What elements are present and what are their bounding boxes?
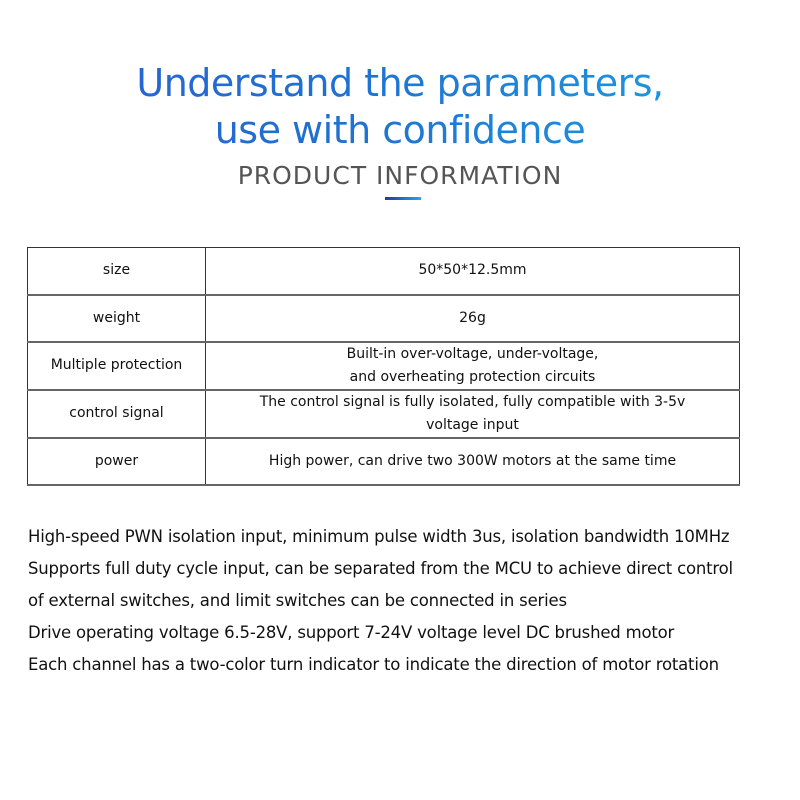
title-line-1: Understand the parameters, bbox=[0, 60, 800, 106]
spec-value-line: High power, can drive two 300W motors at the same time bbox=[268, 452, 677, 469]
spec-value-line: and overheating protection circuits bbox=[349, 368, 596, 385]
spec-label: Multiple protection bbox=[28, 342, 206, 390]
spec-label: control signal bbox=[28, 390, 206, 438]
spec-value-line: Built-in over-voltage, under-voltage, bbox=[346, 345, 599, 362]
spec-row-weight bbox=[28, 295, 740, 342]
feature-line: Each channel has a two-color turn indicator to indicate the direction of motor rotation bbox=[28, 655, 719, 674]
title-line-2: use with confidence bbox=[0, 107, 800, 153]
spec-label: power bbox=[28, 438, 206, 485]
accent-underline bbox=[385, 197, 421, 200]
section-subtitle: PRODUCT INFORMATION bbox=[237, 161, 563, 190]
spec-value bbox=[206, 390, 740, 438]
spec-value bbox=[206, 248, 740, 295]
spec-value bbox=[206, 295, 740, 342]
spec-row-size bbox=[28, 248, 740, 295]
spec-value-line: 26g bbox=[459, 309, 486, 326]
spec-value-line: The control signal is fully isolated, fully compatible with 3-5v bbox=[259, 393, 686, 410]
feature-line: of external switches, and limit switches can be connected in series bbox=[28, 591, 567, 610]
spec-value bbox=[206, 342, 740, 390]
spec-row-power bbox=[28, 438, 740, 485]
spec-label: size bbox=[28, 248, 206, 295]
spec-value bbox=[206, 438, 740, 485]
feature-list bbox=[28, 521, 798, 681]
spec-row-control-signal bbox=[28, 390, 740, 438]
spec-value-line: 50*50*12.5mm bbox=[418, 262, 527, 279]
spec-row-protection bbox=[28, 342, 740, 390]
feature-line: Drive operating voltage 6.5-28V, support 7-24V voltage level DC brushed motor bbox=[28, 623, 675, 642]
feature-line: High-speed PWN isolation input, minimum pulse width 3us, isolation bandwidth 10MHz bbox=[28, 527, 730, 546]
spec-label: weight bbox=[28, 295, 206, 342]
spec-value-line: voltage input bbox=[426, 416, 519, 433]
feature-line: Supports full duty cycle input, can be separated from the MCU to achieve direct control bbox=[28, 559, 733, 578]
spec-table bbox=[27, 247, 740, 486]
